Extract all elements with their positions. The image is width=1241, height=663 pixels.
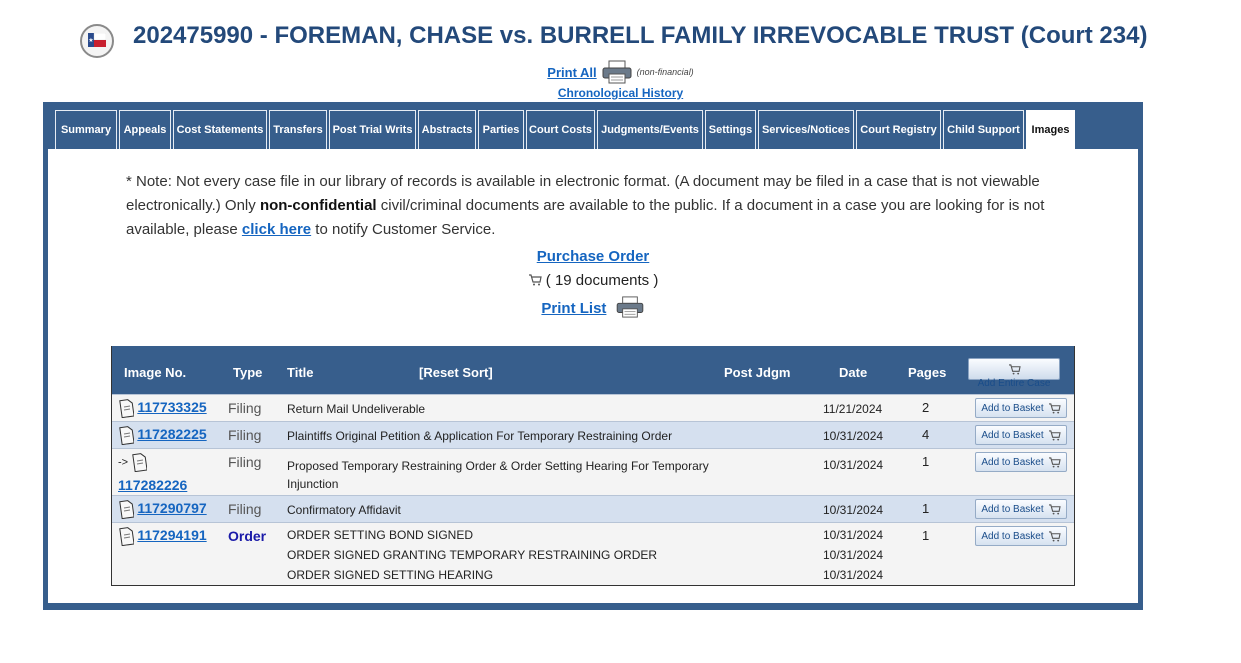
images-table — [111, 346, 1075, 586]
cart-icon — [1048, 403, 1061, 414]
document-icon — [118, 500, 134, 519]
doc-type: Filing — [228, 454, 262, 470]
image-number-link[interactable]: 117282225 — [137, 426, 207, 442]
image-number-link[interactable]: 117282226 — [118, 477, 188, 493]
related-arrow: -> — [118, 456, 129, 469]
image-number-link[interactable]: 117294191 — [137, 527, 207, 543]
doc-date: 10/31/2024 — [823, 503, 884, 517]
doc-title: ORDER SIGNED SETTING HEARING — [287, 568, 494, 582]
doc-date: 11/21/2024 — [823, 402, 883, 416]
col-date[interactable]: Date — [839, 365, 868, 380]
tab-judgments-events[interactable]: Judgments/Events — [597, 110, 703, 149]
images-tab-content — [48, 149, 1138, 603]
doc-date: 10/31/2024 — [823, 548, 884, 562]
doc-pages: 2 — [922, 400, 930, 415]
doc-title: Return Mail Undeliverable — [287, 402, 426, 416]
click-here-link[interactable]: click here — [241, 221, 312, 238]
col-pages[interactable]: Pages — [908, 365, 947, 380]
doc-pages: 1 — [922, 528, 930, 543]
doc-pages: 4 — [922, 427, 930, 442]
table-row — [112, 421, 1074, 448]
add-to-basket-button[interactable]: Add to Basket — [975, 452, 1067, 472]
cart-icon — [1048, 457, 1061, 468]
tab-child-support[interactable]: Child Support — [943, 110, 1024, 149]
case-panel — [43, 102, 1143, 610]
print-all-row — [0, 60, 1241, 86]
tab-court-costs[interactable]: Court Costs — [526, 110, 595, 149]
tab-bar — [55, 110, 1075, 149]
add-to-basket-button[interactable]: Add to Basket — [975, 425, 1067, 445]
doc-pages: 1 — [922, 454, 930, 469]
tab-summary[interactable]: Summary — [55, 110, 117, 149]
cart-icon — [1008, 364, 1021, 375]
case-header — [0, 18, 1241, 58]
court-seal-icon — [80, 24, 114, 58]
add-entire-case-button[interactable]: Add Entire Case — [968, 358, 1060, 380]
tab-cost-statements[interactable]: Cost Statements — [173, 110, 267, 149]
add-to-basket-button[interactable]: Add to Basket — [975, 526, 1067, 546]
doc-date: 10/31/2024 — [823, 568, 884, 582]
document-icon — [118, 426, 134, 445]
col-title[interactable]: Title — [287, 365, 314, 380]
table-row — [112, 394, 1074, 421]
col-post-jdgm[interactable]: Post Jdgm — [724, 365, 791, 380]
documents-count-row — [48, 272, 1138, 289]
print-list-row — [48, 296, 1138, 318]
purchase-order-link[interactable]: Purchase Order — [536, 248, 650, 265]
tab-services-notices[interactable]: Services/Notices — [758, 110, 854, 149]
document-icon — [118, 527, 134, 546]
print-all-link[interactable]: Print All — [547, 64, 597, 80]
tab-post-trial-writs[interactable]: Post Trial Writs — [329, 110, 416, 149]
tab-parties[interactable]: Parties — [478, 110, 524, 149]
col-type[interactable]: Type — [233, 365, 263, 380]
document-icon — [118, 399, 134, 418]
cart-icon — [1048, 430, 1061, 441]
print-list-link[interactable]: Print List — [541, 300, 607, 317]
doc-title: Confirmatory Affidavit — [287, 503, 401, 517]
table-row — [112, 522, 1074, 585]
cart-icon — [1048, 504, 1061, 515]
documents-count: ( 19 documents ) — [545, 272, 659, 289]
tab-abstracts[interactable]: Abstracts — [418, 110, 476, 149]
doc-type: Filing — [228, 501, 262, 517]
printer-icon[interactable] — [615, 296, 645, 318]
tab-images[interactable]: Images — [1026, 110, 1075, 149]
doc-title: ORDER SIGNED GRANTING TEMPORARY RESTRAINING ORDER — [287, 548, 658, 562]
table-row — [112, 448, 1074, 495]
cart-icon — [528, 274, 542, 286]
cart-icon — [1048, 531, 1061, 542]
table-row — [112, 495, 1074, 522]
tab-appeals[interactable]: Appeals — [119, 110, 171, 149]
printer-icon[interactable] — [601, 60, 633, 84]
doc-title: Proposed Temporary Restraining Order & Order Setting Hearing For Temporary Injunction — [287, 459, 709, 491]
col-image-no[interactable]: Image No. — [124, 365, 187, 380]
doc-type: Filing — [228, 427, 262, 443]
chronological-history-link[interactable]: Chronological History — [557, 86, 684, 100]
image-number-link[interactable]: 117290797 — [137, 500, 207, 516]
svg-text:★: ★ — [88, 38, 94, 44]
tab-transfers[interactable]: Transfers — [269, 110, 327, 149]
doc-date: 10/31/2024 — [823, 458, 884, 472]
image-number-link[interactable]: 117733325 — [137, 399, 207, 415]
tab-settings[interactable]: Settings — [705, 110, 756, 149]
non-confidential-text: non-confidential — [259, 197, 377, 214]
non-financial-label: (non-financial) — [636, 67, 694, 77]
reset-sort-link[interactable]: [Reset Sort] — [419, 365, 493, 380]
document-icon — [131, 453, 147, 472]
table-header — [112, 346, 1074, 394]
tab-court-registry[interactable]: Court Registry — [856, 110, 941, 149]
availability-note: * Note: Not every case file in our library of records is available in electronic format. (A document may be filed in a case that is not viewable electronically.) Only non-confidential civil/criminal documents are available to the public. If a document in a case you are looking for is not available, please click here to notify Customer Service. — [126, 173, 1045, 238]
doc-pages: 1 — [922, 501, 930, 516]
add-to-basket-button[interactable]: Add to Basket — [975, 499, 1067, 519]
page-title: 202475990 - FOREMAN, CHASE vs. BURRELL FAMILY IRREVOCABLE TRUST (Court 234) — [133, 22, 1148, 49]
doc-date: 10/31/2024 — [823, 528, 884, 542]
doc-title: ORDER SETTING BOND SIGNED — [287, 528, 474, 542]
add-to-basket-button[interactable]: Add to Basket — [975, 398, 1067, 418]
doc-title: Plaintiffs Original Petition & Application For Temporary Restraining Order — [287, 429, 673, 443]
doc-type: Order — [228, 528, 267, 544]
doc-type: Filing — [228, 400, 262, 416]
doc-date: 10/31/2024 — [823, 429, 884, 443]
